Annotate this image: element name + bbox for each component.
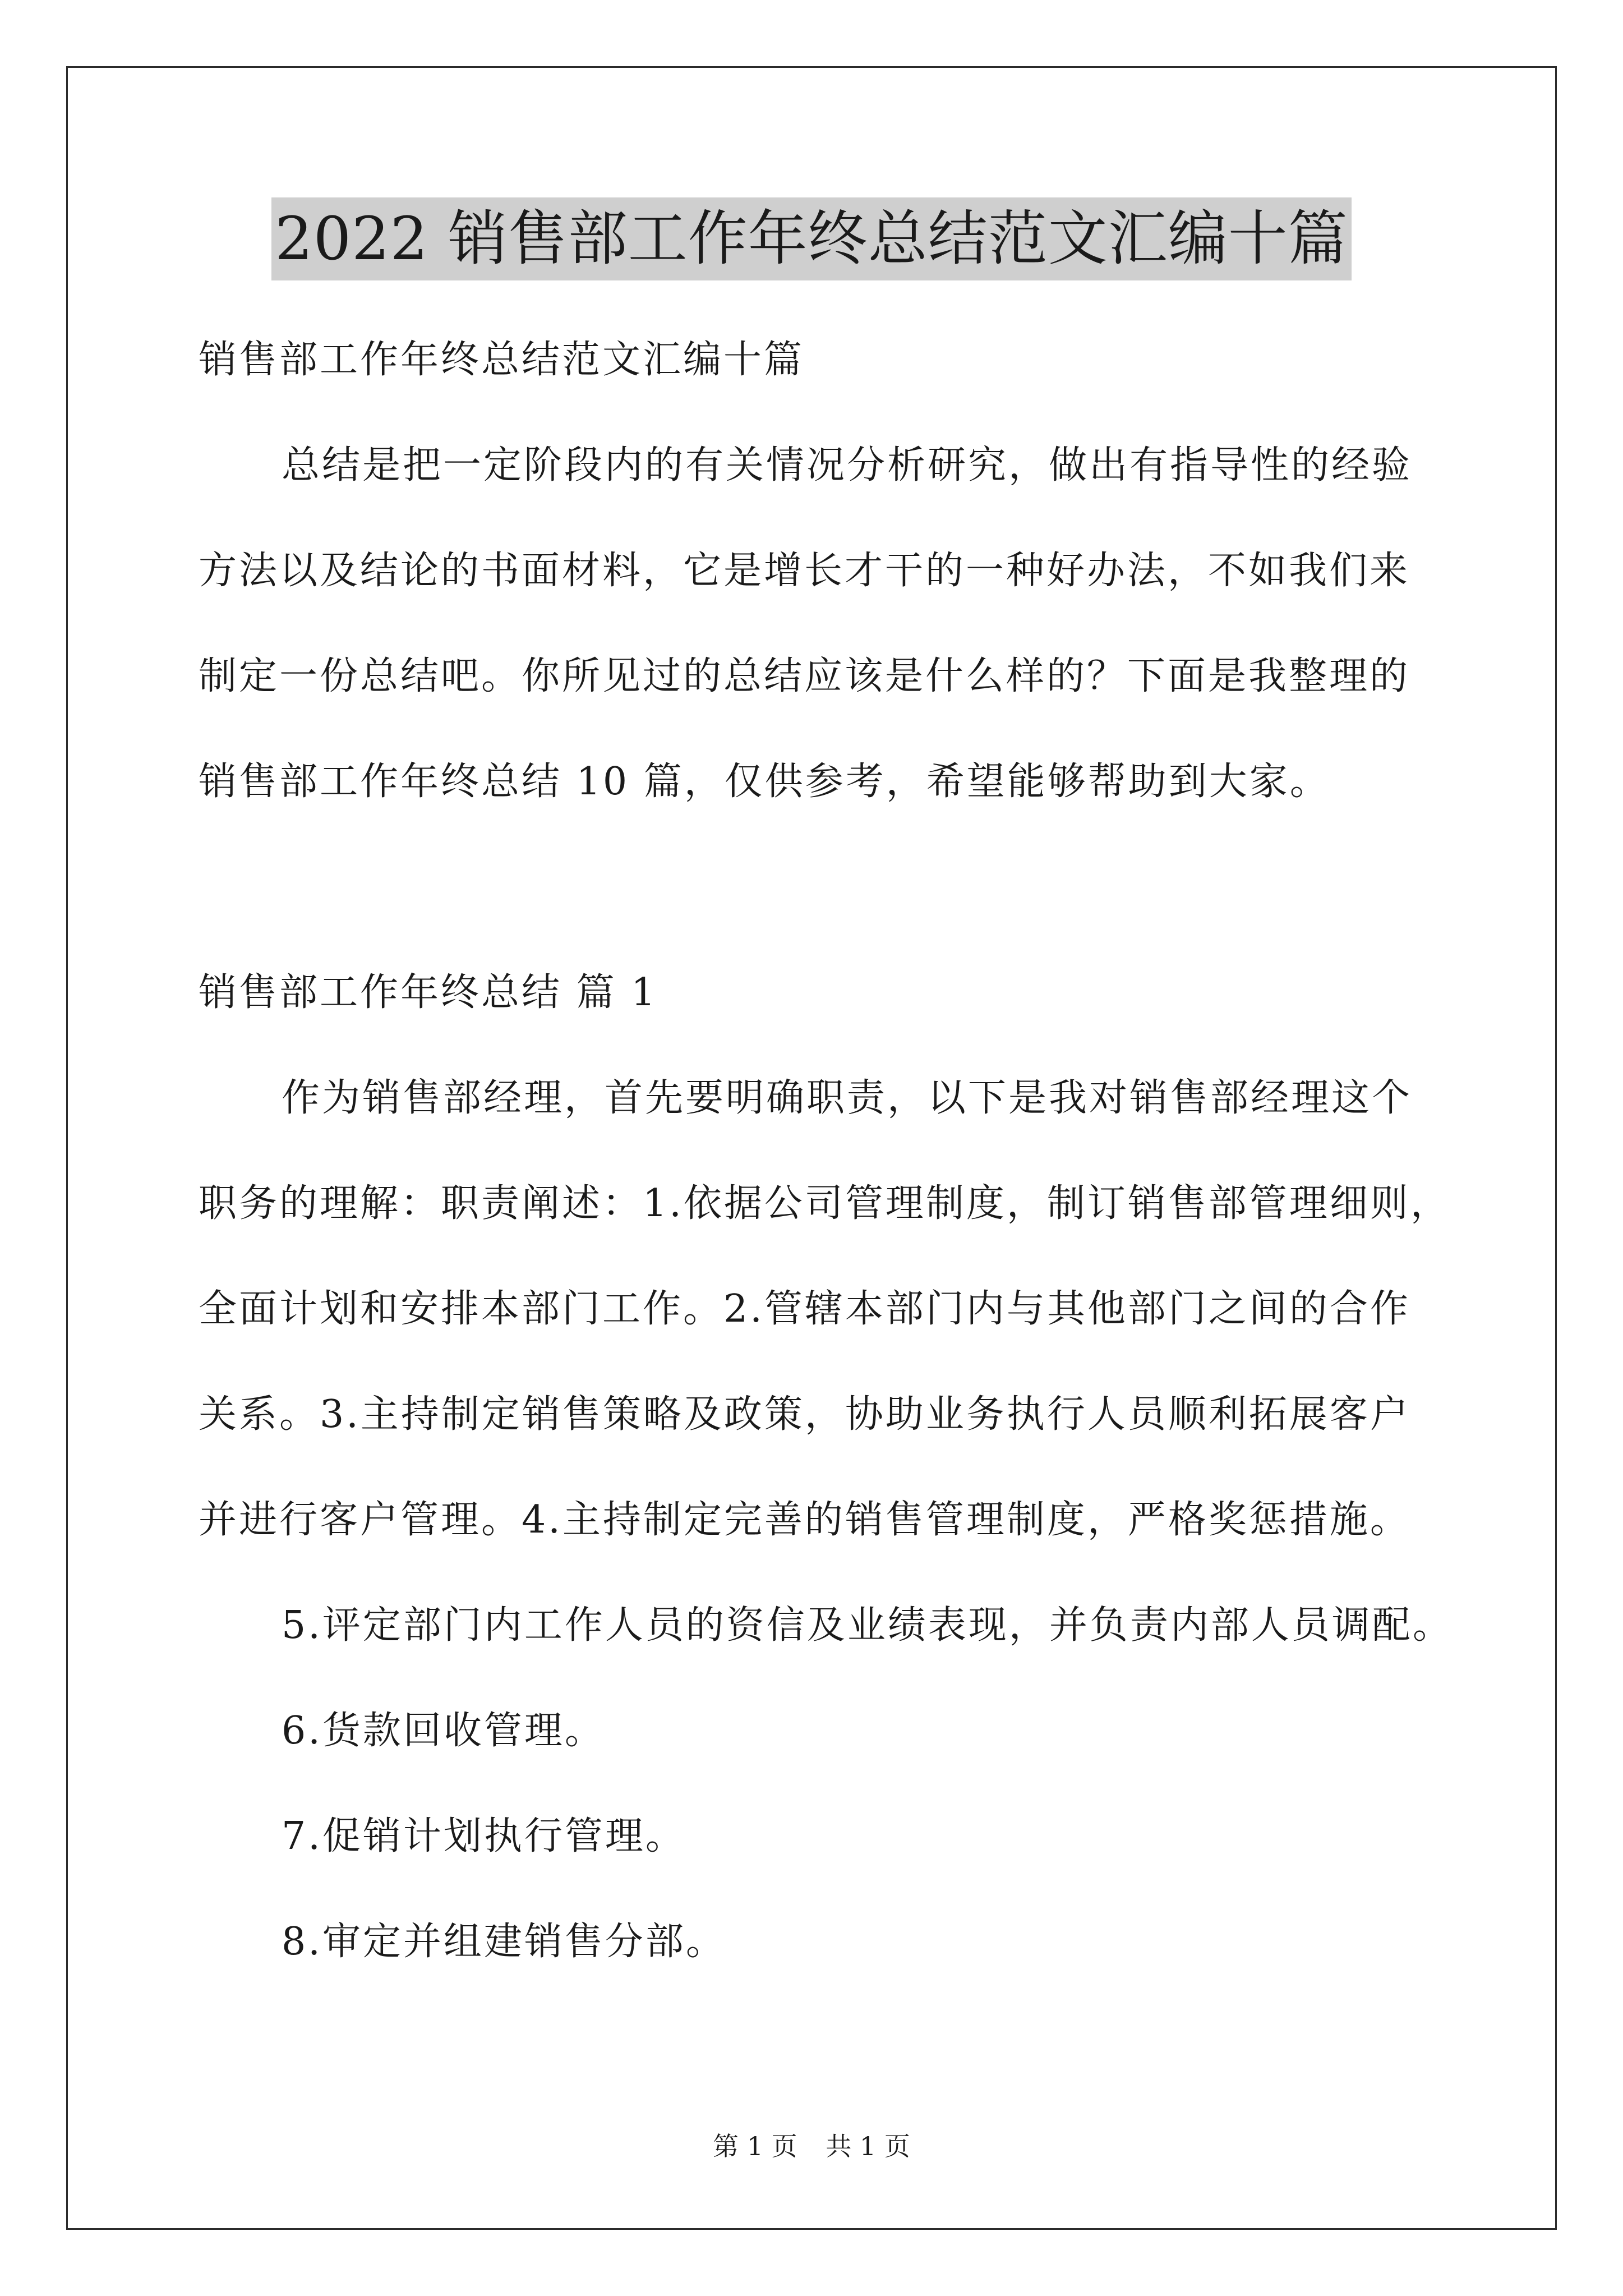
- document-title: 2022 销售部工作年终总结范文汇编十篇: [271, 197, 1351, 280]
- section-line: 作为销售部经理，首先要明确职责，以下是我对销售部经理这个: [282, 1076, 1413, 1120]
- document-body: [199, 307, 1483, 1995]
- intro-line: 方法以及结论的书面材料，它是增长才干的一种好办法，不如我们来: [199, 549, 1410, 593]
- page-number: 第 1 页: [713, 2131, 797, 2161]
- intro-line: 制定一份总结吧。你所见过的总结应该是什么样的？下面是我整理的: [199, 654, 1410, 698]
- document-subtitle: 销售部工作年终总结范文汇编十篇: [199, 338, 805, 382]
- intro-line: 总结是把一定阶段内的有关情况分析研究，做出有指导性的经验: [282, 443, 1413, 487]
- section-line: 6.货款回收管理。: [282, 1709, 605, 1753]
- paragraph-gap: [199, 835, 1483, 940]
- page-footer: [0, 2126, 1623, 2163]
- section-line: 并进行客户管理。4.主持制定完善的销售管理制度，严格奖惩措施。: [199, 1498, 1410, 1542]
- section-line: 关系。3.主持制定销售策略及政策，协助业务执行人员顺利拓展客户: [199, 1392, 1410, 1437]
- section-line: 5.评定部门内工作人员的资信及业绩表现，并负责内部人员调配。: [282, 1603, 1453, 1648]
- section-line: 职务的理解：职责阐述：1.依据公司管理制度，制订销售部管理细则，: [199, 1181, 1451, 1226]
- section-line: 8.审定并组建销售分部。: [282, 1920, 726, 1964]
- section-line: 7.促销计划执行管理。: [282, 1814, 686, 1858]
- page-total: 共 1 页: [826, 2131, 910, 2161]
- section-line: 全面计划和安排本部门工作。2.管辖本部门内与其他部门之间的合作: [199, 1287, 1410, 1331]
- title-wrap: [0, 197, 1623, 280]
- intro-line: 销售部工作年终总结 10 篇，仅供参考，希望能够帮助到大家。: [199, 760, 1330, 804]
- section-heading: 销售部工作年终总结 篇 1: [199, 970, 658, 1015]
